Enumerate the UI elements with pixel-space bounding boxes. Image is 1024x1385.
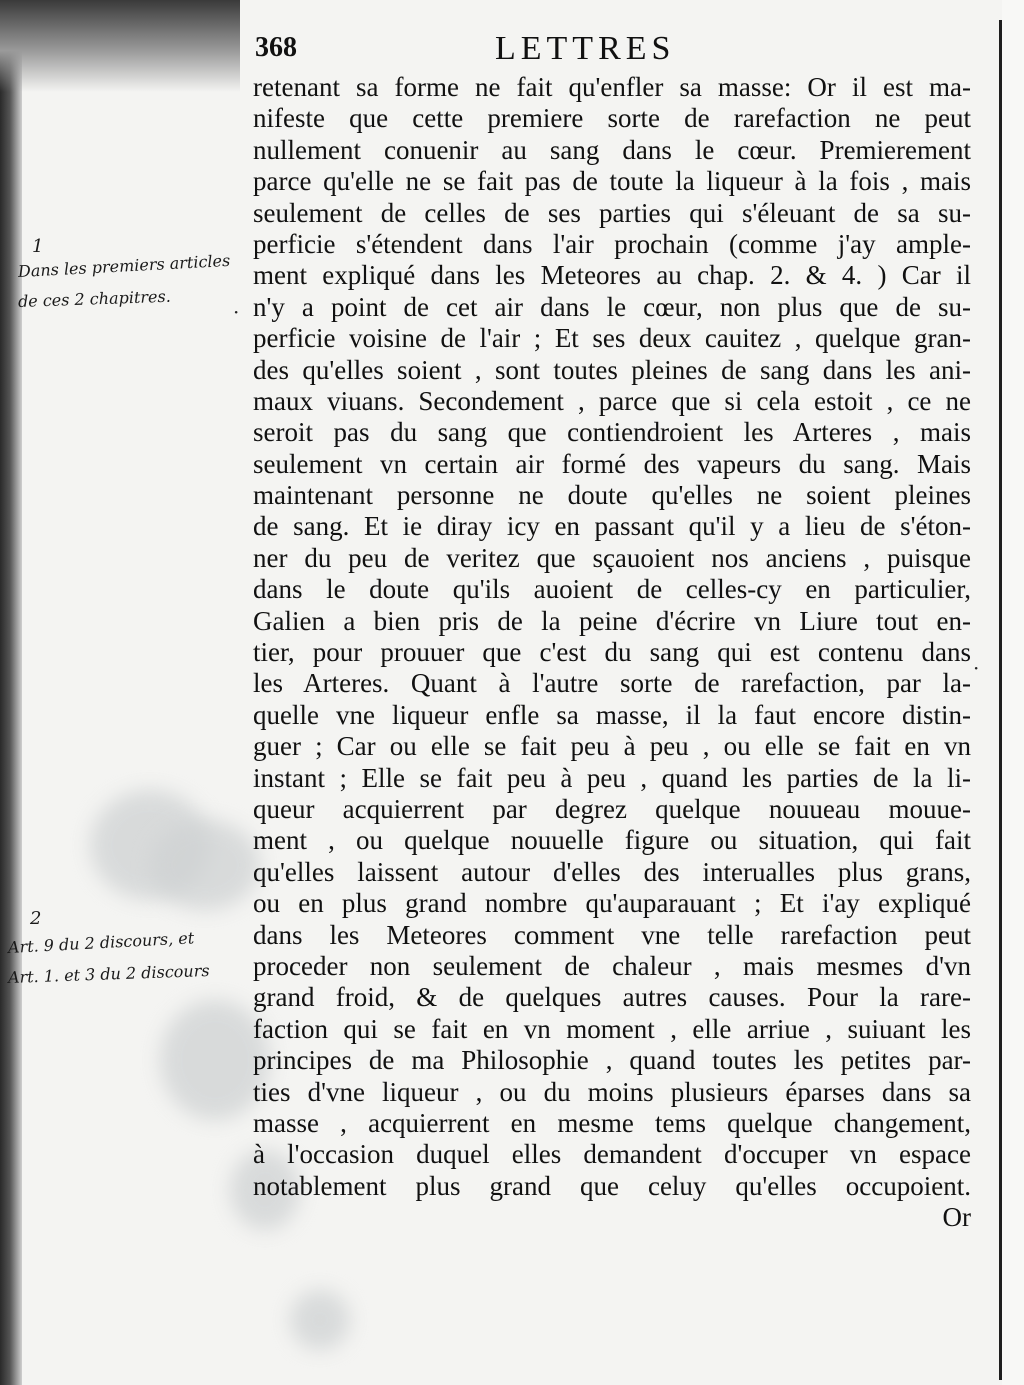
text-line: ment , ou quelque nouuelle figure ou situation, qui fait	[253, 825, 971, 856]
text-line: dans le doute qu'ils auoient de celles-cy en particulier,	[253, 574, 971, 605]
margin-dot: ·	[233, 300, 240, 324]
text-line: seulement vn certain air formé des vapeurs du sang. Mais	[253, 448, 971, 479]
text-line: perficie s'étendent dans l'air prochain (comme j'ay ample-	[253, 228, 971, 259]
text-line: maux viuans. Secondement , parce que si cela estoit , ce ne	[253, 385, 971, 416]
text-line: quelle vne liqueur enfle sa masse, il la faut encore distin-	[253, 699, 971, 730]
note-line: Art. 1. et 3 du 2 discours	[7, 960, 210, 987]
page-corner-shadow	[0, 0, 240, 92]
text-line: principes de ma Philosophie , quand toutes les petites par-	[253, 1045, 971, 1076]
text-line: ou en plus grand nombre qu'auparauant ; Et i'ay expliqué	[253, 888, 971, 919]
text-line: notablement plus grand que celuy qu'elles occupoient.	[253, 1170, 971, 1201]
text-line: retenant sa forme ne fait qu'enfler sa masse: Or il est ma-	[253, 72, 971, 102]
note-line: Art. 9 du 2 discours, et	[7, 928, 195, 957]
paper-stain	[150, 820, 260, 910]
text-line: seroit pas du sang que contiendroient les Arteres , mais	[253, 417, 971, 448]
text-line: perficie voisine de l'air ; Et ses deux cauitez , quelque gran-	[253, 323, 971, 354]
note-marker: 1	[32, 236, 44, 257]
text-line: nifeste que cette premiere sorte de rarefaction ne peut	[253, 103, 971, 134]
text-line: à l'occasion duquel elles demandent d'occuper vn espace	[253, 1139, 971, 1170]
text-line: qu'elles laissent autour d'elles des interualles plus grans,	[253, 856, 971, 887]
text-line: grand froid, & de quelques autres causes. Pour la rare-	[253, 982, 971, 1013]
text-line: n'y a point de cet air dans le cœur, non plus que de su-	[253, 291, 971, 322]
page-gutter-shadow	[0, 0, 22, 1385]
page-edge	[1002, 0, 1024, 1385]
text-line: de sang. Et ie diray icy en passant qu'il y a lieu de s'éton-	[253, 511, 971, 542]
catchword: Or	[942, 1202, 971, 1233]
text-line: nullement conuenir au sang dans le cœur. Premierement	[253, 134, 971, 165]
page-header	[255, 32, 975, 72]
running-title: LETTRES	[495, 30, 676, 67]
note-line: Dans les premiers articles	[17, 250, 231, 281]
text-line: queur acquierrent par degrez quelque nouueau mouue-	[253, 793, 971, 824]
page-number: 368	[255, 32, 297, 63]
paper-stain	[290, 1290, 350, 1350]
text-line: proceder non seulement de chaleur , mais mesmes d'vn	[253, 950, 971, 981]
text-line: maintenant personne ne doute qu'elles ne soient pleines	[253, 480, 971, 511]
text-line: tier, pour prouuer que c'est du sang qui est contenu dans	[253, 637, 971, 668]
text-line: instant ; Elle se fait peu à peu , quand les parties de la li-	[253, 762, 971, 793]
text-line: des qu'elles soient , sont toutes pleines de sang dans les ani-	[253, 354, 971, 385]
note-line: de ces 2 chapitres.	[17, 286, 172, 311]
text-line: ner du peu de veritez que sçauoient nos anciens , puisque	[253, 542, 971, 573]
text-line: guer ; Car ou elle se fait peu à peu , ou elle se fait en vn	[253, 731, 971, 762]
note-marker: 2	[30, 908, 42, 929]
text-line: parce qu'elle ne se fait pas de toute la liqueur à la fois , mais	[253, 166, 971, 197]
text-line: masse , acquierrent en mesme tems quelque changement,	[253, 1107, 971, 1138]
text-line: Galien a bien pris de la peine d'écrire vn Liure tout en-	[253, 605, 971, 636]
text-line: les Arteres. Quant à l'autre sorte de rarefaction, par la-	[253, 668, 971, 699]
text-line: seulement de celles de ses parties qui s'éleuant de sa su-	[253, 197, 971, 228]
text-line: faction qui se fait en vn moment , elle arriue , suiuant les	[253, 1013, 971, 1044]
text-line: dans les Meteores comment vne telle rarefaction peut	[253, 919, 971, 950]
margin-dot: ·	[973, 656, 980, 680]
body-text	[253, 72, 971, 1233]
text-line: ties d'vne liqueur , ou du moins plusieurs éparses dans sa	[253, 1076, 971, 1107]
text-line: ment expliqué dans les Meteores au chap. 2. & 4. ) Car il	[253, 260, 971, 291]
